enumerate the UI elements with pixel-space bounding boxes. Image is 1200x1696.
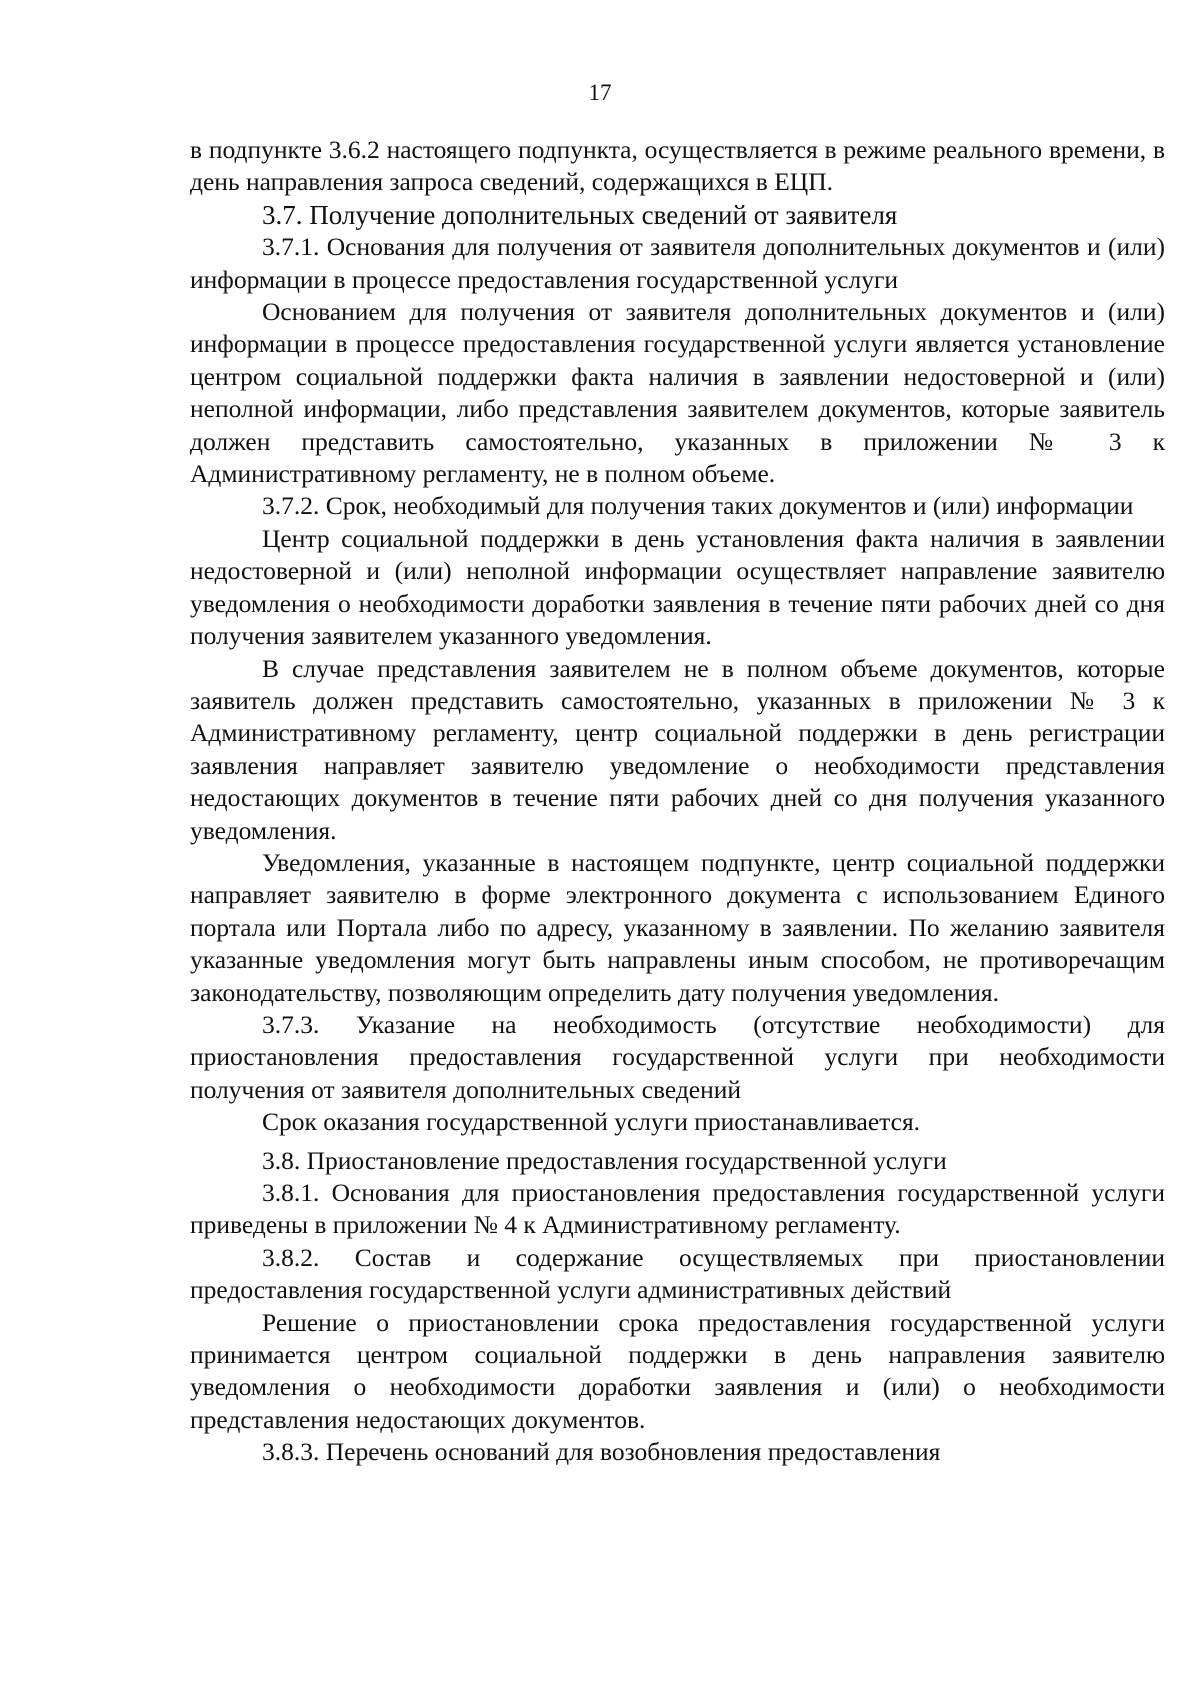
paragraph: Центр социальной поддержки в день установления факта наличия в заявлении недостоверной и (или) неполной информации осуществляет направление заявителю уведомления о необходимости доработки заявления в течение пяти рабочих дней со дня получения заявителем указанного уведомления. — [190, 523, 1165, 651]
section-heading-3-7: 3.7. Получение дополнительных сведений от заявителя — [262, 199, 898, 230]
subsection-heading-3-8-3: 3.8.3. Перечень оснований для возобновления предоставления — [262, 1437, 941, 1467]
paragraph: В случае представления заявителем не в полном объеме документов, которые заявитель должен представить самостоятельно, указанных в приложении № 3 к Административному регламенту, центр социальной поддержки в день регистрации заявления направляет заявителю уведомление о необходимости представления недостающих документов в течение пяти рабочих дней со дня получения указанного уведомления. — [190, 653, 1165, 845]
paragraph-continuation: в подпункте 3.6.2 настоящего подпункта, осуществляется в режиме реального времени, в день направления запроса сведений, содержащихся в ЕЦП. — [190, 135, 1165, 197]
subsection-heading-3-8-1: 3.8.1. Основания для приостановления предоставления государственной услуги приведены в приложении № 4 к Административному регламенту. — [190, 1178, 1165, 1240]
page-number: 17 — [588, 80, 612, 105]
subsection-heading-3-8-2: 3.8.2. Состав и содержание осуществляемых при приостановлении предоставления государственной услуги административных действий — [190, 1242, 1165, 1305]
subsection-heading-3-7-3: 3.7.3. Указание на необходимость (отсутствие необходимости) для приостановления предоставления государственной услуги при необходимости получения от заявителя дополнительных сведений — [190, 1009, 1165, 1104]
paragraph: Срок оказания государственной услуги приостанавливается. — [262, 1107, 921, 1137]
subsection-heading-3-7-2: 3.7.2. Срок, необходимый для получения таких документов и (или) информации — [262, 491, 1134, 521]
paragraph: Основанием для получения от заявителя дополнительных документов и (или) информации в процессе предоставления государственной услуги является установление центром социальной поддержки факта наличия в заявлении недостоверной и (или) неполной информации, либо представления заявителем документов, которые заявитель должен представить самостоятельно, указанных в приложении № 3 к Административному регламенту, не в полном объеме. — [190, 297, 1165, 489]
subsection-heading-3-7-1: 3.7.1. Основания для получения от заявителя дополнительных документов и (или) информации в процессе предоставления государственной услуги — [190, 232, 1165, 294]
paragraph: Решение о приостановлении срока предоставления государственной услуги принимается центром социальной поддержки в день направления заявителю уведомления о необходимости доработки заявления и (или) о необходимости представления недостающих документов. — [190, 1307, 1165, 1434]
document-body — [190, 134, 1165, 1469]
section-heading-3-8: 3.8. Приостановление предоставления государственной услуги — [262, 1145, 947, 1175]
paragraph: Уведомления, указанные в настоящем подпункте, центр социальной поддержки направляет заявителю в форме электронного документа с использованием Единого портала или Портала либо по адресу, указанному в заявлении. По желанию заявителя указанные уведомления могут быть направлены иным способом, не противоречащим законодательству, позволяющим определить дату получения уведомления. — [190, 847, 1165, 1007]
